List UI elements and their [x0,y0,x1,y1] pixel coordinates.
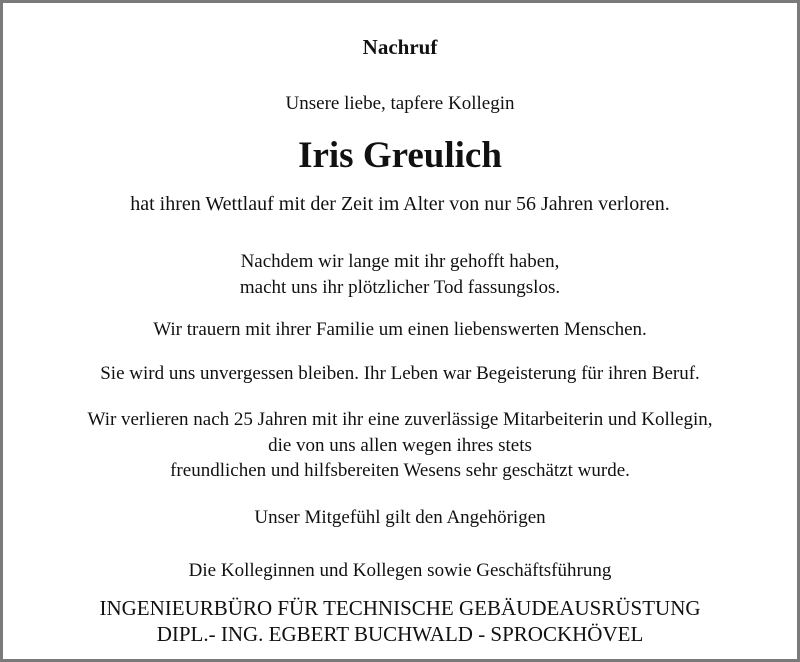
paragraph-4-line-1: Wir verlieren nach 25 Jahren mit ihr eine zuverlässige Mitarbeiterin und Kollegin, [87,409,713,430]
company-owner-location: DIPL.- ING. EGBERT BUCHWALD - SPROCKHÖVEL [156,622,644,646]
paragraph-1-line-1: Nachdem wir lange mit ihr gehofft haben, [240,251,560,272]
paragraph-5: Unser Mitgefühl gilt den Angehörigen [254,507,546,528]
paragraph-1-line-2: macht uns ihr plötzlicher Tod fassungslos. [239,277,561,298]
deceased-name: Iris Greulich [298,135,502,176]
paragraph-4-line-2: die von uns allen wegen ihres stets [268,435,532,456]
paragraph-4-line-3: freundlichen und hilfsbereiten Wesens sehr geschätzt wurde. [170,460,630,481]
company-name: INGENIEURBÜRO FÜR TECHNISCHE GEBÄUDEAUSRÜSTUNG [99,596,701,620]
notice-heading: Nachruf [362,35,438,59]
paragraph-3: Sie wird uns unvergessen bleiben. Ihr Leben war Begeisterung für ihren Beruf. [100,363,700,384]
notice-subtitle: hat ihren Wettlauf mit der Zeit im Alter von nur 56 Jahren verloren. [130,193,670,215]
paragraph-2: Wir trauern mit ihrer Familie um einen liebenswerten Menschen. [153,319,647,340]
notice-intro: Unsere liebe, tapfere Kollegin [285,93,515,114]
signature-line: Die Kolleginnen und Kollegen sowie Geschäftsführung [188,560,612,581]
